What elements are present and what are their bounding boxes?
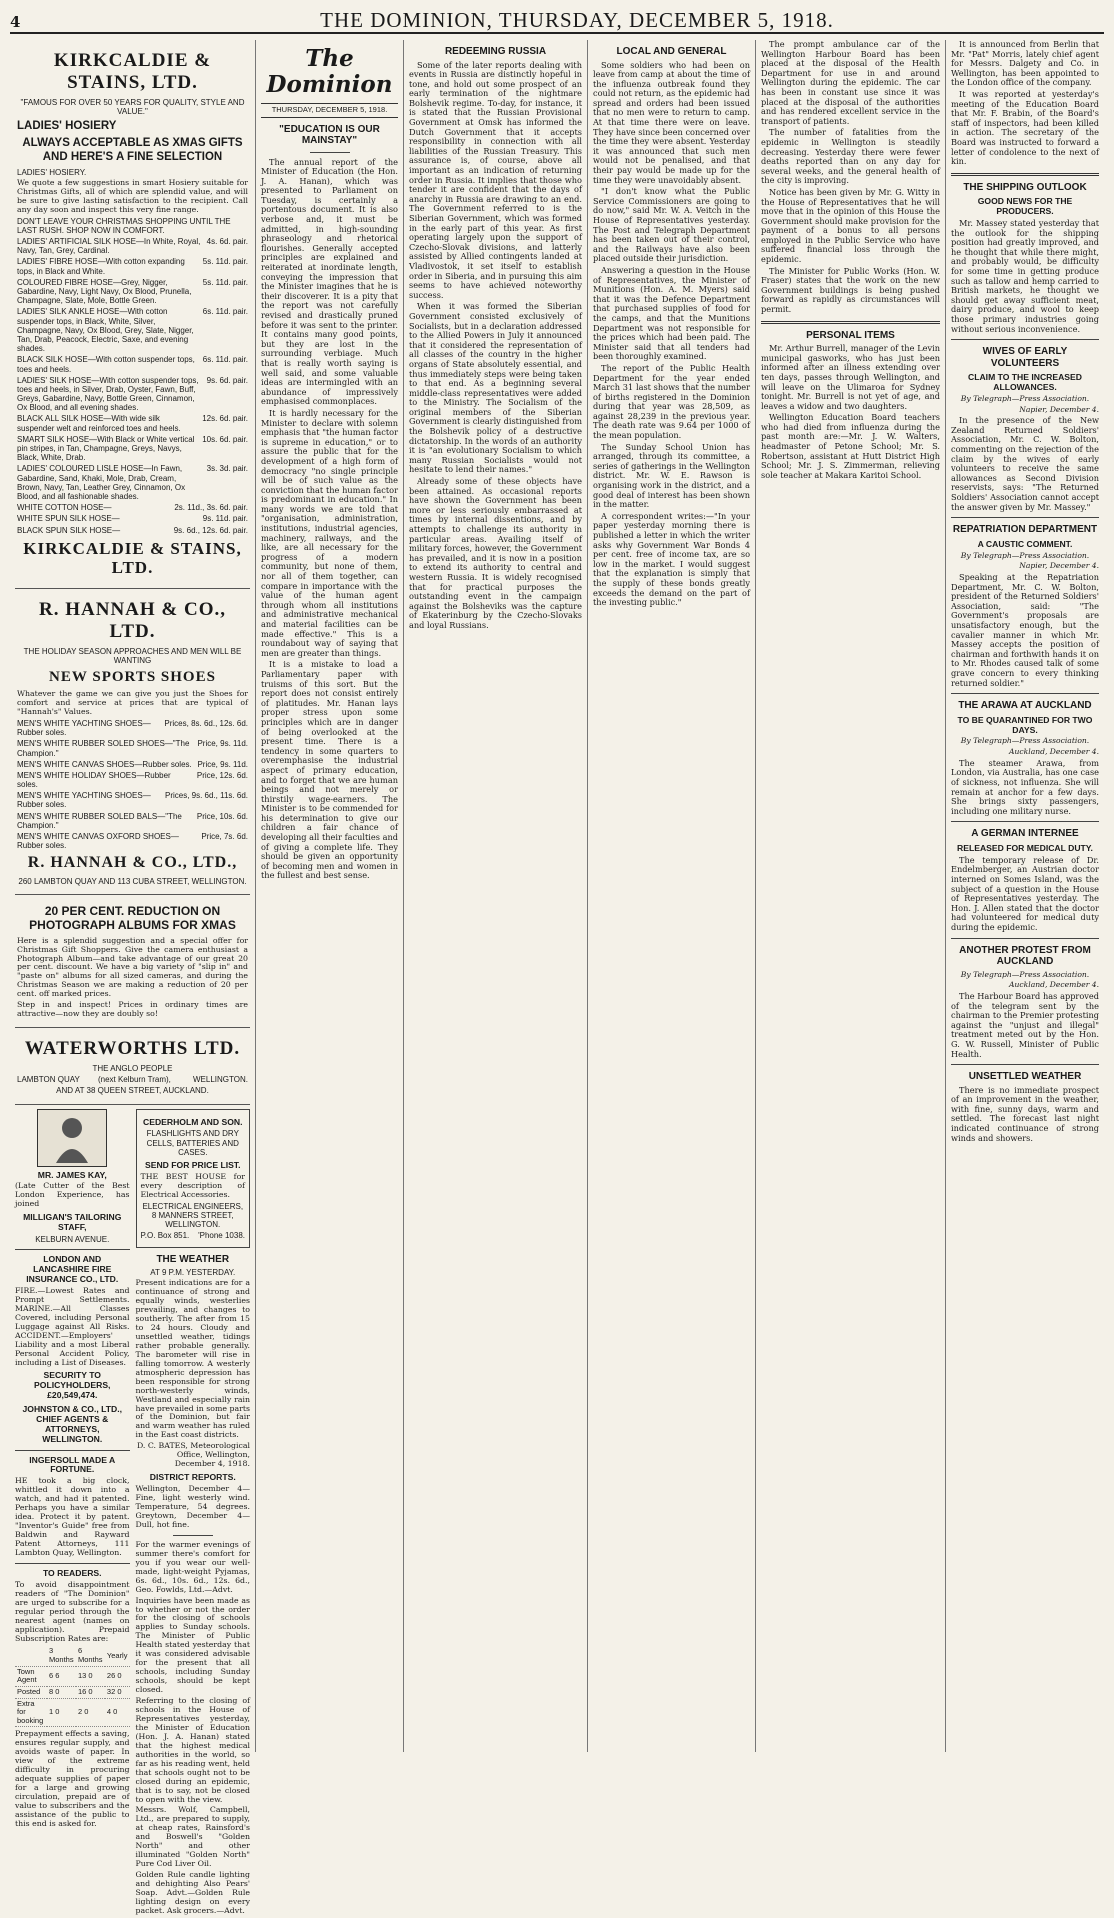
- price-list-item: [17, 739, 248, 757]
- price-list-item: [17, 812, 248, 830]
- tailor-name: MR. JAMES KAY,: [37, 1169, 107, 1180]
- price-list-item: [17, 771, 248, 789]
- portrait-image: [37, 1109, 107, 1167]
- protest-paragraph: The Harbour Board has approved of the telegram sent by the chairman to the Premier protesting against the "unjust and illegal" treatment meted out by the Hon. G. W. Russell, Minister of Public Health.: [951, 990, 1099, 1059]
- columns: [10, 39, 1104, 1915]
- kirkcaldie-ad: [15, 40, 250, 589]
- repat-title: REPATRIATION DEPARTMENT: [952, 524, 1098, 536]
- weather-news-paragraph: There is no immediate prospect of an improvement in the weather, with fine, sunny days, warm and settled. The forecast last night indicated continuance of strong winds and showers.: [951, 1084, 1099, 1143]
- item-description: MEN'S WHITE RUBBER SOLED SHOES—"The Champion.": [17, 739, 190, 758]
- price-list-item: [17, 355, 248, 373]
- misc-paragraph: It is announced from Berlin that Mr. "Pat" Morris, lately chief agent for Messrs. Dalgety and Co. in Wellington, has been appointed to the London office of the company.: [951, 39, 1099, 88]
- rates-cell: Town Agent: [15, 1666, 47, 1686]
- item-price: Price, 10s. 6d.: [196, 811, 248, 821]
- waterworths-ad: [15, 1028, 250, 1104]
- price-list-item: [17, 376, 248, 413]
- news-body: [761, 40, 940, 315]
- rates-cell: 13 0: [76, 1666, 105, 1686]
- item-price: 9s. 6d. pair.: [206, 375, 248, 385]
- price-list-item: [17, 503, 248, 512]
- price-list-item: [17, 526, 248, 535]
- rates-body: [15, 1666, 130, 1727]
- insurance-agents: JOHNSTON & CO., LTD., CHIEF AGENTS & ATTORNEYS, WELLINGTON.: [22, 1404, 122, 1444]
- price-list-item: [17, 760, 248, 769]
- ad-notice: DON'T LEAVE YOUR CHRISTMAS SHOPPING UNTIL THE LAST RUSH. SHOP NOW IN COMFORT.: [17, 216, 231, 235]
- small-ads: [15, 1105, 250, 1918]
- item-price: Prices, 8s. 6d., 12s. 6d.: [164, 718, 248, 728]
- item-description: WHITE COTTON HOSE—: [17, 503, 112, 513]
- rates-header-row: [15, 1646, 130, 1666]
- russia-body: [409, 61, 582, 631]
- rates-row: [15, 1666, 130, 1686]
- item-price: 5s. 11d. pair.: [202, 277, 248, 287]
- item-description: LADIES' COLOURED LISLE HOSE—In Fawn, Gabardine, Sand, Khaki, Mole, Drab, Cream, Brown, Navy, Tan, Leather Grey, Cinnamon, Ox Blood, and all fashionable shades.: [17, 464, 186, 501]
- item-price: Price, 9s. 11d.: [197, 739, 248, 749]
- price-list-item: [17, 832, 248, 850]
- price-list: [17, 237, 248, 535]
- item-description: BLACK SILK HOSE—With cotton suspender tops, toes and heels.: [17, 355, 195, 374]
- hannah-ad: [15, 589, 250, 895]
- portrait-icon: [52, 1113, 92, 1163]
- cederholm-list: SEND FOR PRICE LIST.: [145, 1160, 241, 1171]
- ad-note: Step in and inspect! Prices in ordinary times are attractive—now they are doubly so!: [17, 1000, 248, 1019]
- personal-body: [761, 344, 940, 480]
- insurance-text: FIRE.—Lowest Rates and Prompt Settlements. MARINE.—All Classes Covered, including Personal Luggage against All Risks. ACCIDENT.—Employers' Liability and a most Liberal Personal Accident Policy, including a List of Diseases.: [15, 1285, 130, 1367]
- russia-title: REDEEMING RUSSIA: [444, 46, 547, 57]
- arawa-title: THE ARAWA AT AUCKLAND: [958, 700, 1092, 712]
- ad-tagline: THE ANGLO PEOPLE: [92, 1064, 173, 1074]
- referring-text: Referring to the closing of schools in the House of Representatives yesterday, the Minister of Education (Hon. J. A. Hanan) stated that the highest medical authorities in the world, so far as his reading went, held that schools ought not to be closed during an epidemic, that is to say, not be closed to open with the view.: [135, 1696, 250, 1804]
- rates-cell: 4 0: [105, 1698, 130, 1727]
- russia-paragraph: When it was formed the Siberian Government consisted exclusively of Socialists, but in a declaration addressed to the Allied Powers in July it announced that it considered the representation of all classes of the country in the higher organs of State absolutely essential, and thus immediately steps were being taken to that end. As a beginning several middle-class representatives were added to the Ministry. The Socialism of the original members of the Siberian Government is clearly distinguished from the Bolshevik policy of a destructive dictatorship. In the words of an authority it is "an evolutionary Socialism to which many Russian Socialists would not hesitate to lend their names.": [409, 301, 582, 475]
- rates-table: [15, 1646, 130, 1727]
- ad-headline: 20 PER CENT. REDUCTION ON PHOTOGRAPH ALBUMS FOR XMAS: [29, 904, 236, 932]
- item-price: 3s. 3d. pair.: [206, 464, 248, 474]
- repat-paragraph: Speaking at the Repatriation Department, Mr. C. W. Bolton, president of the Returned Soldiers' Association, said: "The Government's proposals are unsatisfactory enough, but the cavalier manner in which Mr. Massey accepts the position of chairman and forthwith hands it on to Mr. Rhodes caused talk of some grave concern to every thinking returned soldier.": [951, 572, 1099, 688]
- item-description: BLACK SPUN SILK HOSE—: [17, 525, 121, 535]
- item-description: LADIES' SILK HOSE—With cotton suspender tops, toes and heels, in Silver, Drab, Oyster, Fawn, Buff, Greys, Gabardine, Navy, Bottle Green, Cinnamon, Ox Blood, and all evening shades.: [17, 375, 199, 413]
- ad-address-line: [17, 1075, 248, 1084]
- price-list-item: [17, 514, 248, 523]
- repat-sub: A CAUSTIC COMMENT.: [977, 538, 1073, 549]
- item-price: 4s. 6d. pair.: [206, 237, 248, 247]
- protest-body: [951, 992, 1099, 1059]
- local-paragraph: Answering a question in the House of Representatives, the Minister of Munitions (Hon. A. M. Myers) said that it was the Defence Department that purchased supplies of food for the camps, and that the Munitions Department was not responsible for the prices which had been paid. The Minister said that all tenders had been thoroughly examined.: [593, 264, 750, 362]
- ad-headline: LADIES' HOSIERY: [17, 120, 117, 133]
- small-ads-left: [15, 1105, 130, 1918]
- repat-body: [951, 573, 1099, 688]
- rates-cell: 26 0: [105, 1666, 130, 1686]
- tailor-firm: MILLIGAN'S TAILORING STAFF,: [23, 1212, 122, 1233]
- rates-cell: 1 0: [47, 1698, 76, 1727]
- leader-paragraph: It is a mistake to load a Parliamentary paper with truisms of this sort. But the report does not consist entirely of platitudes. Mr. Hanan lays proper stress upon some principles which are in danger of being overlooked at the present time. There is a tendency in some quarters to overemphasise the industrial aspect of primary education, and to forget that we are human beings and not merely or thirstily wage-earners. The Minister is to be commended for his determination to give our children a fair chance of developing all their faculties and of giving a complete life. They should be given an opportunity of becoming men and women in the fullest and best sense.: [261, 659, 398, 881]
- price-list-item: [17, 307, 248, 353]
- ad-brand: WATERWORTHS LTD.: [24, 1038, 241, 1060]
- newspaper-title: THE DOMINION, THURSDAY, DECEMBER 5, 1918.: [320, 8, 834, 32]
- rates-cell: Extra for booking: [15, 1698, 47, 1727]
- dateline: THURSDAY, DECEMBER 5, 1918.: [261, 103, 398, 118]
- leader-paragraph: It is hardly necessary for the Minister to declare with solemn emphasis that "the human factor is supreme in education," or to assure the public that for the development of a high form of democracy "no single principle will be of such value as the conviction that the human factor is predominant in education." In many words we are told that "organisation, administration, institutions, industrial agencies, machinery, railways, and the like, are all necessary for the progress of a modern community, but none of them, nor all of them together, can compare in importance with the value of the human agent through whom all institutions and administrative mechanical and material facilities can be made effective." This is a roundabout way of saying that men are greater than things.: [261, 407, 398, 658]
- price-list: [17, 719, 248, 850]
- ad-footer-brand: R. HANNAH & CO., LTD.,: [27, 854, 238, 872]
- ad-intro: We quote a few suggestions in smart Hosiery suitable for Christmas Gifts, all of which are splendid value, and will be sure to give lasting satisfaction to the recipient. Call any day soon and inspect this very fine range.: [17, 177, 248, 214]
- shipping-body: [951, 219, 1099, 334]
- item-description: LADIES' FIBRE HOSE—With cotton expanding tops, in Black and White.: [17, 257, 185, 276]
- wives-title: WIVES OF EARLY VOLUNTEERS: [982, 346, 1068, 369]
- local-paragraph: The Sunday School Union has arranged, through its committee, a series of gatherings in the Wellington district. Mr. W. E. Rawson is organising work in the district, and a good deal of interest has been shown in the matter.: [593, 441, 750, 510]
- rates-cell: 32 0: [105, 1686, 130, 1698]
- internee-body: [951, 856, 1099, 933]
- rates-header-cell: Yearly: [105, 1646, 130, 1666]
- russia-column: [404, 40, 588, 1752]
- readers-text: To avoid disappointment readers of "The Dominion" are urged to subscribe for a regular period through the nearest agent (names on application). Prepaid Subscription Rates are:: [15, 1579, 130, 1643]
- enquiry-text: Inquiries have been made as to whether or not the order for the closing of schools applies to Sunday schools. The Minister of Public Health stated yesterday that it was considered advisable for the present that all schools, including Sunday schools, should be kept closed.: [135, 1595, 250, 1695]
- readers-footer: Prepayment effects a saving, ensures regular supply, and avoids waste of paper. In view of the extreme difficulty in procuring adequate supplies of paper for a large and growing circulation, prepaid are of value to subscribers and the assistance of the public to this end is asked for.: [15, 1729, 130, 1828]
- price-list-item: [17, 237, 248, 255]
- arawa-body: [951, 759, 1099, 817]
- shipping-sub: GOOD NEWS FOR THE PRODUCERS.: [977, 196, 1073, 217]
- address-right: WELLINGTON.: [193, 1075, 248, 1085]
- cederholm-items: FLASHLIGHTS AND DRY CELLS, BATTERIES AND CASES.: [146, 1129, 239, 1157]
- arawa-paragraph: The steamer Arawa, from London, via Australia, has one case of sickness, not influenza. She will remain at anchor for a few days. She brings sixty passengers, including one military nurse.: [951, 757, 1099, 816]
- local-news-column: [588, 40, 756, 1752]
- leader-title: "EDUCATION IS OUR MAINSTAY": [279, 123, 380, 146]
- russia-paragraph: Some of the later reports dealing with events in Russia are distinctly hopeful in tone, and hold out some prospect of an early termination of the nightmare Bolshevik regime. To-day, for instance, it is stated that the Russian Provisional Government at Omsk has informed the Dutch Government that it accepts responsibility in connection with all liabilities of the Russian Treasury. This assurance is, of course, above all important as an indication of returning order in Russia. It implies that those who tender it are confident that the days of anarchy in Russia are drawing to an end. The Government referred to is the Siberian Government, which was formed in the early part of this year. As first operating largely upon the support of Czecho-Slovak divisions, and latterly assisted by Allied contingents landed at Vladivostok, it set itself to establish order in Siberia, and in pursuing this aim seems to have achieved noteworthy success.: [409, 59, 582, 300]
- item-price: 6s. 11d. pair.: [202, 307, 248, 317]
- campbell-text: Messrs. Wolf, Campbell, Ltd., are prepared to supply, at cheap rates, Rainsford's and Boswell's "Golden North" and other illuminated "Golden North" Pure Cod Liver Oil.: [135, 1805, 250, 1869]
- cederholm-title: CEDERHOLM AND SON.: [143, 1116, 243, 1127]
- cederholm-box: P.O. Box 851.: [140, 1231, 190, 1241]
- item-price: Prices, 9s. 6d., 11s. 6d.: [164, 791, 248, 801]
- item-price: 10s. 6d. pair.: [202, 434, 248, 444]
- cederholm-ad: [136, 1109, 251, 1248]
- arawa-byline: By Telegraph—Press Association.: [960, 736, 1090, 746]
- district-text: Wellington, December 4—Fine, light westerly wind. Temperature, 54 degrees. Greytown, December 4—Dull, hot fine.: [135, 1484, 250, 1529]
- wives-place: Napier, December 4.: [1019, 404, 1099, 414]
- price-list-item: [17, 257, 248, 275]
- rates-row: [15, 1686, 130, 1698]
- item-price: 5s. 11d. pair.: [202, 257, 248, 267]
- arawa-sub: TO BE QUARANTINED FOR TWO DAYS.: [957, 714, 1093, 735]
- ad-address: 260 LAMBTON QUAY AND 113 CUBA STREET, WELLINGTON.: [18, 876, 247, 886]
- local-title: LOCAL AND GENERAL: [616, 46, 727, 57]
- ad-headline: NEW SPORTS SHOES: [49, 668, 216, 685]
- price-list-item: [17, 719, 248, 737]
- item-description: MEN'S WHITE YACHTING SHOES—Rubber soles.: [17, 791, 151, 810]
- local-paragraph: A correspondent writes:—"In your paper yesterday morning there is published a letter in which the writer asks why Government War Bonds 4 per cent. free of income tax, are so low in the market. I would suggest that the explanation is simply that the supply of these bonds greatly exceeds the demand on the part of the investing public.": [593, 510, 750, 608]
- price-list-item: [17, 435, 248, 463]
- protest-place: Auckland, December 4.: [1009, 980, 1099, 990]
- leader-column: [256, 40, 404, 1752]
- russia-paragraph: Already some of these objects have been attained. As occasional reports have shown the Government has been more or less seriously embarrassed at times by internal dissentions, and by attempts to challenge its authority in particular areas. Availing itself of military forces, however, the Government has prevailed, and it is now in a position to extend its authority to central and western Russia. It is widely recognised that for practical purposes the outstanding event in the campaign against the Bolsheviks was the capture of Ekaterinburg by the Czecho-Slovaks and loyal Russians.: [409, 476, 582, 630]
- news-paragraph: The prompt ambulance car of the Wellington Harbour Board has been placed at the disposal of the Health Department for use in and around Wellington during the epidemic. The car has been in constant use since it was placed at the disposal of the authorities and has rendered excellent service in the transport of patients.: [761, 39, 940, 126]
- rates-row: [15, 1698, 130, 1727]
- repat-place: Napier, December 4.: [1019, 561, 1099, 571]
- rates-cell: 2 0: [76, 1698, 105, 1727]
- local-paragraph: The report of the Public Health Department for the year ended March 31 last shows that the number of births registered in the Dominion during that year was 28,509, as against 28,239 in the previous year. The death rate was 9.64 per 1000 of the mean population.: [593, 362, 750, 441]
- telegraph-column: [946, 40, 1104, 1752]
- page-number: 4: [10, 13, 21, 31]
- weather-time: AT 9 P.M. YESTERDAY.: [150, 1268, 236, 1277]
- ad-brand: R. HANNAH & CO., LTD.: [39, 598, 226, 642]
- local-paragraph: "I don't know what the Public Service Commissioners are going to do now," said Mr. W. A. Veitch in the House of Representatives yesterday. The Post and Telegraph Department has been taken out of their control, and the Railways have also been placed outside their jurisdiction.: [593, 186, 750, 264]
- weather-text: Present indications are for a continuance of strong and equally winds, westerlies prevailing, and changes to southerly. The after from 15 to 24 hours. Cloudy and unsettled weather, tidings rather probable generally. The barometer will rise in falling tomorrow. A westerly atmospheric depression has been responsible for strong north-westerly winds, Westland and especially rain have prevailed in some parts of the Dominion, but fair and warm weather has ruled in the East coast districts.: [135, 1278, 250, 1440]
- weather-title: THE WEATHER: [156, 1253, 230, 1265]
- ingersoll-title: INGERSOLL MADE A FORTUNE.: [29, 1454, 116, 1475]
- cederholm-address: ELECTRICAL ENGINEERS, 8 MANNERS STREET, WELLINGTON.: [142, 1201, 244, 1230]
- misc-body: [951, 40, 1099, 167]
- item-description: COLOURED FIBRE HOSE—Grey, Nigger, Gabardine, Navy, Light Navy, Ox Blood, Prunella, Champagne, Slate, Mole, Bottle Green.: [17, 277, 192, 306]
- local-paragraph: Some soldiers who had been on leave from camp at about the time of the influenza outbreak found they could not return, as the epidemic had spread and orders had been issued that no men were to return to camp. At that time there were on leave. They have since been concerned over the time they were absent. Yesterday it was announced that such men would not be penalised, and that their pay would be made up for the time they were unavoidably absent.: [593, 59, 750, 185]
- insurance-title: LONDON AND LANCASHIRE FIRE INSURANCE CO., LTD.: [26, 1254, 119, 1284]
- tailor-address: KELBURN AVENUE.: [35, 1235, 110, 1245]
- price-list-item: [17, 414, 248, 432]
- internee-title: A GERMAN INTERNEE: [971, 828, 1079, 840]
- address-center: (next Kelburn Tram),: [97, 1075, 171, 1085]
- price-list-item: [17, 278, 248, 306]
- district-title: DISTRICT REPORTS.: [149, 1472, 236, 1483]
- item-price: 9s. 11d. pair.: [202, 514, 248, 524]
- ad-intro: THE HOLIDAY SEASON APPROACHES AND MEN WILL BE WANTING: [23, 646, 242, 665]
- ad-text: Here is a splendid suggestion and a special offer for Christmas Gift Shoppers. Give the camera enthusiast a Photograph Album—and take advantage of our great 20 per cent. discount. We have a big variety of "slip in" and "paste on" albums for all sized cameras, and during the Christmas Season we are making a reduction of 20 per cent. off marked prices.: [17, 935, 248, 999]
- item-description: WHITE SPUN SILK HOSE—: [17, 514, 120, 524]
- personal-title: PERSONAL ITEMS: [806, 329, 895, 341]
- news-column: [756, 40, 946, 1752]
- misc-paragraph: It was reported at yesterday's meeting of the Education Board that Mr. F. Brabin, of the Board's staff of inspectors, had been killed in action. The secretary of the Board was instructed to forward a letter of condolence to the next of kin.: [951, 88, 1099, 167]
- item-price: 9s. 6d., 12s. 6d. pair.: [173, 525, 248, 535]
- ad-brand: KIRKCALDIE & STAINS, LTD.: [53, 50, 212, 93]
- masthead: [10, 8, 1104, 34]
- price-list-item: [17, 464, 248, 501]
- address-left: LAMBTON QUAY: [17, 1075, 80, 1085]
- protest-byline: By Telegraph—Press Association.: [960, 969, 1090, 979]
- rates-cell: 8 0: [47, 1686, 76, 1698]
- ad-subhead: LADIES' HOSIERY.: [17, 167, 87, 177]
- item-price: 6s. 11d. pair.: [202, 355, 248, 365]
- item-description: MEN'S WHITE YACHTING SHOES—Rubber soles.: [17, 718, 151, 738]
- item-description: SMART SILK HOSE—With Black or White vertical pin stripes, in Tan, Champagne, Greys, Navys, Black, White, Drab.: [17, 434, 195, 463]
- item-description: MEN'S WHITE CANVAS SHOES—Rubber soles.: [17, 759, 192, 769]
- item-description: MEN'S WHITE HOLIDAY SHOES—Rubber soles.: [17, 770, 171, 790]
- pyjama-text: For the warmer evenings of summer there's comfort for you if you wear our well-made, light-weight Pyjamas, 6s. 6d., 10s. 6d., 12s. 6d., Geo. Fowlds, Ltd.—Advt.: [135, 1539, 250, 1594]
- rates-header-cell: 3 Months: [47, 1646, 76, 1666]
- item-price: Price, 9s. 11d.: [197, 759, 248, 769]
- rates-header-cell: [15, 1646, 47, 1666]
- item-description: MEN'S WHITE CANVAS OXFORD SHOES—Rubber soles.: [17, 832, 179, 851]
- ad-text: Whatever the game we can give you just the Shoes for comfort and service at prices that are typical of "Hannah's" Values.: [17, 689, 248, 717]
- item-price: Price, 12s. 6d.: [196, 770, 248, 780]
- rates-cell: 6 6: [47, 1666, 76, 1686]
- internee-sub: RELEASED FOR MEDICAL DUTY.: [957, 842, 1093, 853]
- news-paragraph: Notice has been given by Mr. G. Witty in the House of Representatives that he will move that in the opinion of this House the Government should make provision for the payment of a bonus to all persons employed in the Public Service who have suffered financial loss through the epidemic.: [761, 186, 940, 265]
- wives-paragraph: In the presence of the New Zealand Returned Soldiers' Association, Mr. C. W. Bolton, commenting on the rejection of the claim by the wives of early volunteers to receive the same allowances as Second Division reservists, says: "The Returned Soldiers' Association cannot accept the answer given by Mr. Massey.": [951, 415, 1099, 512]
- cederholm-contacts: [141, 1231, 246, 1240]
- news-paragraph: The Minister for Public Works (Hon. W. Fraser) states that the work on the new Government buildings is being pushed forward as rapidly as circumstances will permit.: [761, 265, 940, 315]
- small-ads-right: [136, 1105, 251, 1918]
- item-description: MEN'S WHITE RUBBER SOLED BALS—"The Champion.": [17, 811, 182, 830]
- readers-title: TO READERS.: [42, 1567, 102, 1578]
- personal-paragraph: Mr. Arthur Burrell, manager of the Levin municipal gasworks, who has just been informed after an illness extending over ten days, passes through Wellington, and will leave on the Ulimaroa for Sydney tonight. Mr. Burrell is not yet of age, and leaves a widow and two daughters.: [761, 343, 940, 411]
- insurance-security: SECURITY TO POLICYHOLDERS, £20,549,474.: [34, 1370, 111, 1401]
- ad-footer-brand: KIRKCALDIE & STAINS, LTD.: [23, 538, 242, 578]
- rates-cell: Posted: [15, 1686, 47, 1698]
- price-list-item: [17, 791, 248, 809]
- item-price: 2s. 11d., 3s. 6d. pair.: [174, 503, 248, 513]
- weather-signature: D. C. BATES, Meteorological Office, Wellington, December 4, 1918.: [136, 1441, 250, 1469]
- ad-headline: ALWAYS ACCEPTABLE AS XMAS GIFTS AND HERE'S A FINE SELECTION: [22, 137, 243, 163]
- ad-branch: AND AT 38 QUEEN STREET, AUCKLAND.: [56, 1086, 209, 1096]
- item-description: LADIES' SILK ANKLE HOSE—With cotton suspender tops, in Black, White, Silver, Champagne, Navy, Ox Blood, Grey, Slate, Nigger, Tan, Drab, Peacock, Electric, Saxe, and evening shades.: [17, 307, 194, 354]
- cederholm-phone: 'Phone 1038.: [198, 1231, 245, 1241]
- repat-byline: By Telegraph—Press Association.: [960, 550, 1090, 560]
- weather-news-body: [951, 1086, 1099, 1144]
- wives-byline: By Telegraph—Press Association.: [960, 393, 1090, 403]
- leader-body: [261, 158, 398, 882]
- rates-cell: 16 0: [76, 1686, 105, 1698]
- wives-sub: CLAIM TO THE INCREASED ALLOWANCES.: [968, 372, 1082, 392]
- golden-text: Golden Rule candle lighting and dehighting Also Pears' Soap. Advt.—Golden Rule lighting design on every packet. Ask grocers.—Advt.: [135, 1870, 250, 1915]
- item-price: Price, 7s. 6d.: [201, 832, 248, 842]
- photo-album-ad: [15, 895, 250, 1028]
- news-paragraph: The number of fatalities from the epidemic in Wellington is steadily decreasing. Yesterday there were fewer deaths reported than on any day for several weeks, and the general health of the city is improving.: [761, 127, 940, 186]
- local-body: [593, 61, 750, 608]
- wives-body: [951, 416, 1099, 512]
- personal-paragraph: Wellington Education Board teachers who had died from influenza during the past month are:—Mr. J. W. Walters, headmaster of Petone School; Mr. S. Robertson, assistant at Hutt District High School; Mr. J. S. Zimmerman, relieving sole teacher at Makara Karitoi School.: [761, 412, 940, 480]
- tailor-text: (Late Cutter of the Best London Experience, has joined: [15, 1181, 130, 1209]
- advertisement-column: [10, 40, 256, 1915]
- arawa-place: Auckland, December 4.: [1009, 747, 1099, 757]
- newspaper-nameplate: The Dominion: [266, 45, 393, 99]
- internee-paragraph: The temporary release of Dr. Endelmberger, an Austrian doctor interned on Somes Island, was the subject of a question in the House of Representatives yesterday. The Hon. J. Allen stated that the doctor had volunteered for medical duty during the epidemic.: [951, 854, 1099, 932]
- ad-tagline: "FAMOUS FOR OVER 50 YEARS FOR QUALITY, STYLE AND VALUE.": [20, 97, 245, 116]
- shipping-title: THE SHIPPING OUTLOOK: [963, 181, 1087, 193]
- protest-title: ANOTHER PROTEST FROM AUCKLAND: [959, 944, 1091, 968]
- item-description: LADIES' ARTIFICIAL SILK HOSE—In White, Royal, Navy, Tan, Grey, Cardinal.: [17, 237, 201, 256]
- weather-news-title: UNSETTLED WEATHER: [968, 1071, 1082, 1083]
- shipping-paragraph: Mr. Massey stated yesterday that the outlook for the shipping position had greatly improved, and he thought that while there might, and probably would, be difficulty for some time in getting produce such as tallow and hemp carried to British markets, he thought we should get away sufficient meat, dairy produce, and wool to keep those primary industries going without serious inconvenience.: [951, 217, 1099, 334]
- ingersoll-text: HE took a big clock, whittled it down into a watch, and had it patented. Perhaps you have a similar idea. Protect it by patent. "Inventor's Guide" free from Baldwin and Rayward Patent Attorneys, 111 Lambton Quay, Wellington.: [15, 1476, 130, 1557]
- rates-header-cell: 6 Months: [76, 1646, 105, 1666]
- item-description: BLACK ALL SILK HOSE—With wide silk suspender welt and reinforced toes and heels.: [17, 414, 181, 433]
- cederholm-text: THE BEST HOUSE for every description of Electrical Accessories.: [140, 1171, 245, 1199]
- leader-paragraph: The annual report of the Minister of Education (the Hon. J. A. Hanan), which was presented to Parliament on Tuesday, is certainly a portentous document. It is also verbose and, it must be admitted, in high-sounding phraseology and rhetorical flourishes. Generally accepted principles are explained and reiterated at inordinate length, conveying the impression that the Minister imagines that he is their discoverer. It is a pity that the report was not carefully revised and drastically pruned before it was sent to the printer. It contains many good points, but they are lost in the surrounding verbiage. Much that is really worth saying is well said, and some valuable ideas are intermingled with an abundance of impressively emphasised commonplaces.: [261, 156, 398, 407]
- item-price: 12s. 6d. pair.: [202, 414, 248, 424]
